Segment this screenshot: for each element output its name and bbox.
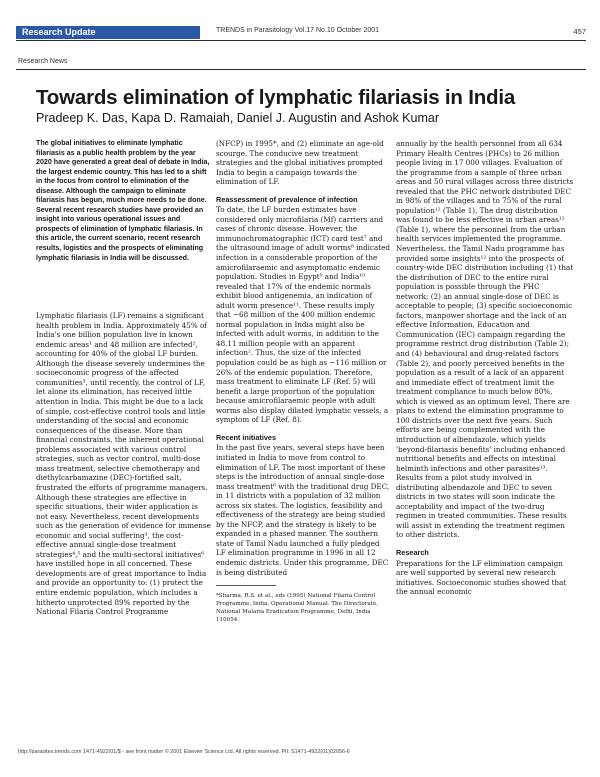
body-paragraph: (NFCP) in 1995*, and (2) eliminate an age-old scourge. The conducive new treatment strategies and the global initiatives prompted India to begin a campaign towards the elimination of LF. <box>216 139 384 187</box>
column-1 <box>36 139 211 617</box>
journal-citation: TRENDS in Parasitology Vol.17 No.10 October 2001 <box>216 27 380 34</box>
footnote: *Sharma, R.S. et al., eds (1995) National Filaria Control Programme, India. Operational Manual. The Directorate, National Malaria Eradication Programme, Delhi, India 110054. <box>216 593 379 624</box>
article-authors: Pradeep K. Das, Kapa D. Ramaiah, Daniel J. Augustin and Ashok Kumar <box>36 111 440 125</box>
abstract: The global initiatives to eliminate lymphatic filariasis as a public health problem by the year 2020 have generated a great deal of debate in India, the largest endemic country. This has led to a shift in the focus from control to elimination of the disease. Although the campaign to eliminate filariasis has begun, much more needs to be done. Several recent research studies have provided an insight into various operational issues and prospects of elimination of lymphatic filariasis. In this article, the current scenario, recent research results, logistics and the prospects of eliminating lymphatic filariasis in India will be discussed. <box>36 139 210 262</box>
body-paragraph: To date, the LF burden estimates have considered only microfilaria (Mf) carriers and cases of chronic disease. However, the immunochromatographic (ICT) card test⁷ and the ultrasound image of adult worms⁸ indicated infection in a considerable proportion of the amicrofilaraemic and asymptomatic endemic population. Studies in Egypt⁹ and India¹⁰ revealed that 17% of the endemic normals exhibit blood antigenemia, an indication of adult worm presence¹¹. These results imply that ~68 million of the 400 million endemic normal population in India might also be infected with adult worms, in addition to the 48.11 million people with an apparent infection². Thus, the size of the infected population could be as high as ~116 million or 26% of the endemic population. Therefore, mass treatment to eliminate LF (Ref. 5) will benefit a large proportion of the population because amicrofilaraemic people with adult worms also display dilated lymphatic vessels, a symptom of LF (Ref. 8). <box>216 205 391 425</box>
body-paragraph: In the past five years, several steps have been initiated in India to move from control to elimination of LF. The most important of these steps is the introduction of annual single-dose mass treatment⁶ with the traditional drug DEC, in 11 districts with a population of 32 million across six states. The logistics, feasibility and effectiveness of the strategy are being studied by the NFCP, and the strategy is likely to be expanded in a phased manner. The southern state of Tamil Nadu launched a fully pledged LF elimination programme in 1996 in all 12 endemic districts. Under this programme, DEC is being distributed <box>216 443 390 577</box>
section-label: Research News <box>18 58 68 65</box>
article-title: Towards elimination of lymphatic filariasis in India <box>36 86 516 109</box>
subheading-recent-initiatives: Recent initiatives <box>216 432 277 442</box>
header-rule <box>16 40 586 41</box>
footnote-rule <box>216 585 276 586</box>
section-rule <box>16 69 586 70</box>
column-3 <box>396 139 574 597</box>
body-paragraph: Preparations for the LF elimination campaign are well supported by several new research initiatives. Socioeconomic studies showed that the annual economic <box>396 558 567 597</box>
body-paragraph: Lymphatic filariasis (LF) remains a significant health problem in India. Approximately 45% of India's one billion population live in known endemic areas¹ and 48 million are infected², accounting for 40% of the global LF burden. Although the disease severely undermines the socioeconomic progress of the affected communities³, until recently, the control of LF, let alone its elimination, has received little attention in India. This might be due to a lack of simple, cost-effective control tools and little understanding of the social and economic consequences of the disease. More than financial constraints, the inherent operational problems associated with various control strategies, such as vector control, multi-dose mass treatment, selective chemotherapy and diethylcarbamazine (DEC)-fortified salt, frustrated the efforts of programme managers. Although these strategies are effective in specific situations, their wider application is not easy. Nevertheless, recent developments such as the generation of evidence for immense economic and social suffering³, the cost-effective annual single-dose treatment strategies⁴,⁵ and the multi-sectoral initiatives⁶ have instilled hope in all concerned. These developments are of great importance to India and provide an opportunity to: (1) protect the entire endemic population, which includes a hitherto unprotected 89% reported by the National Filaria Control Programme <box>36 311 211 617</box>
page-number: 457 <box>573 27 586 36</box>
section-badge: Research Update <box>16 26 200 39</box>
subheading-reassessment: Reassessment of prevalence of infection <box>216 194 358 204</box>
body-paragraph: annually by the health personnel from all 634 Primary Health Centres (PHCs) to 26 million people living in 17 000 villages. Evaluation of the programme from a sample of three urban areas and 50 rural villages across three districts revealed that the PHC network distributed DEC in 98% of the villages and to 75% of the rural population¹² (Table 1). The drug distribution was found to be less effective in urban areas¹² (Table 1), where the personnel from the urban health services implemented the programme. Nevertheless, the Tamil Nadu programme has provided some insights¹² into the prospects of country-wide DEC distribution including (1) that the distribution of DEC to the entire rural population is possible through the PHC network; (2) an annual single-dose of DEC is acceptable to people; (3) specific socioeconomic factors, manpower shortage and the lack of an effective Information, Education and Communication (IEC) campaign regarding the programme restrict drug distribution (Table 2); and (4) behavioural and drug-related factors (Table 2), and poorly perceived benefits in the population as a result of a lack of an apparent and immediate effect of treatment limit the treatment compliance to much below 80%, which is viewed as an optimum level. There are plans to extend the elimination programme to 100 districts over the next five years. Such efforts are being complemented with the introduction of albendazole, which yields 'beyond-filariasis benefits' including enhanced nutritional benefits and effects on intestinal helminth infections and other parasites¹³. Results from a pilot study involved in distributing albendazole and DEC to seven districts in two states will soon indicate the acceptability and impact of the two-drug regimen in treated communities. These results will assist in extending the treatment regimen to other districts. <box>396 139 574 540</box>
page-footer: http://parasites.trends.com 1471-4922/01/$ - see front matter © 2001 Elsevier Science Ltd. All rights reserved. PII: S1471-4922(01)02056-6 <box>18 749 350 755</box>
column-2 <box>216 139 391 624</box>
subheading-research: Research <box>396 547 429 557</box>
